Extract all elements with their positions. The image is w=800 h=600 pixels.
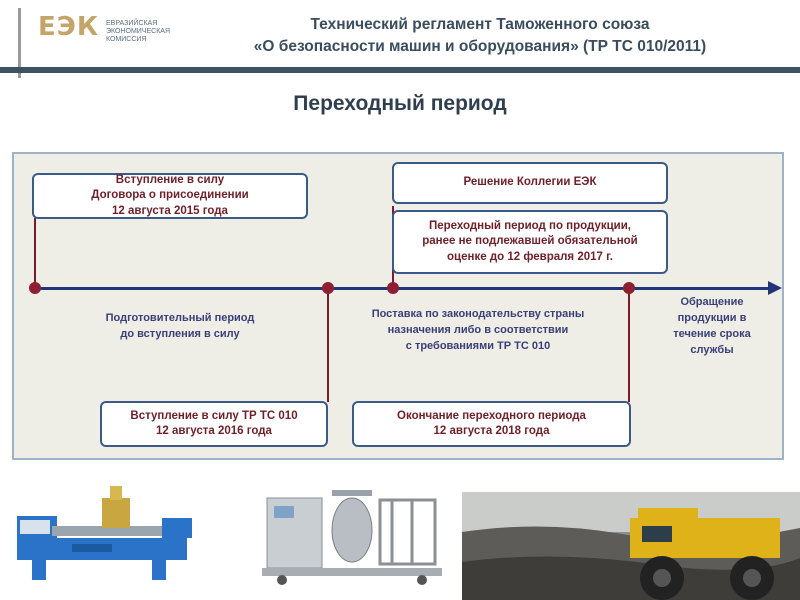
circulation-text: Обращение продукции в течение срока службы — [673, 296, 751, 356]
tr-entry-box: Вступление в силу ТР ТС 010 12 августа 2016 года — [100, 401, 328, 447]
connector-tr-entry — [327, 290, 329, 402]
marker-2015 — [29, 282, 41, 294]
header-title-line2: «О безопасности машин и оборудования» (ТР ТС 010/2011) — [253, 38, 707, 55]
logo-text: ЕВРАЗИЙСКАЯ ЭКОНОМИЧЕСКАЯ КОМИССИЯ — [106, 20, 171, 43]
marker-2018 — [623, 282, 635, 294]
eec-decision-box: Решение Коллегии ЕЭК — [392, 162, 668, 204]
header-title — [180, 14, 780, 58]
industrial-equipment-photo — [262, 470, 442, 590]
supply-text: Поставка по законодательству страны назначения либо в соответствии с требованиями ТР ТС 010 — [371, 308, 585, 352]
transition-products-box: Переходный период по продукции, ранее не подлежавшей обязательной оценке до 12 февраля 2017 г. — [392, 210, 668, 274]
timeline-arrow — [768, 281, 782, 295]
eek-logo — [18, 8, 178, 64]
preparatory-period-text: Подготовительный период до вступления в силу — [105, 312, 255, 340]
transition-end-box: Окончание переходного периода 12 августа 2018 года — [352, 401, 631, 447]
marker-decision — [387, 282, 399, 294]
page-title: Переходный период — [293, 92, 507, 115]
logo-mark: ЕЭК — [38, 12, 100, 42]
header-title-line1: Технический регламент Таможенного союза — [310, 16, 650, 33]
connector-entry — [34, 218, 36, 290]
mining-truck-photo — [462, 492, 800, 600]
header-bar — [0, 67, 800, 73]
lathe-machine-photo — [12, 478, 212, 590]
marker-2016 — [322, 282, 334, 294]
connector-end — [628, 290, 630, 402]
timeline-axis — [34, 287, 774, 290]
entry-into-force-box: Вступление в силу Договора о присоединении 12 августа 2015 года — [32, 173, 308, 219]
